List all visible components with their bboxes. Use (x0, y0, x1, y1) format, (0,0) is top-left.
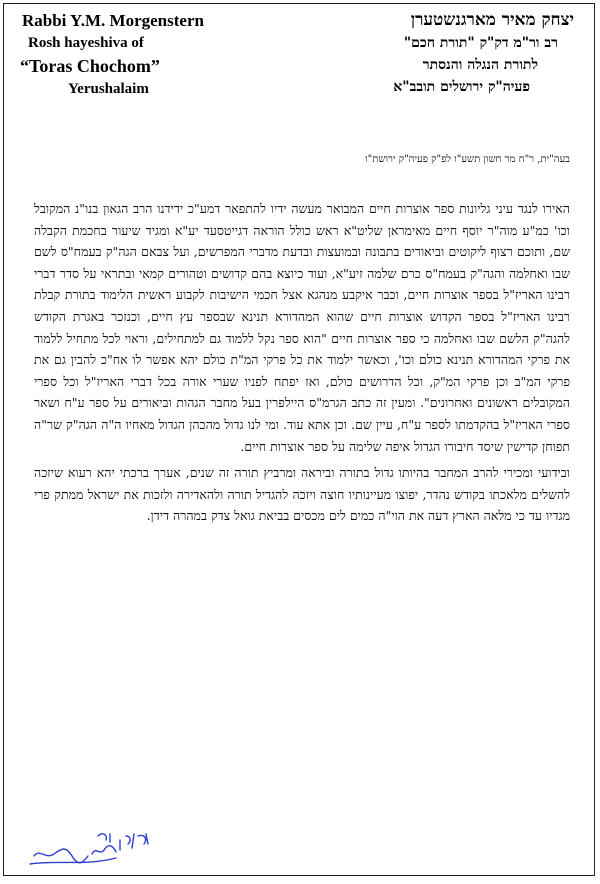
hebrew-subtitle: לתורת הנגלה והנסתר (422, 57, 538, 73)
body-paragraph: ובידועי ומכירי להרב המחבר בהיותו גדול בתורה וביראה ומרביץ תורה זה שנים, אערך ברכתי יהא רעוא שיזכה להשלים מלאכתו בקודש נהדר, יפוצו מעיינותיו חוצה ויזכה להגדיל תורה ולהאדירה ולזכות את ישראל ממתק פרי מגדיו עד כי מלאה הארץ דעה את הוי"ה כמים לים מכסים בביאת גואל צדק במהרה דידן. (34, 465, 570, 524)
letter-page (3, 3, 595, 876)
date-line: בעה"ית, ר"ח מר חשון תשע"ו לפ"ק פעיה"ק ירושת"ו (365, 154, 570, 165)
letter-body (34, 198, 570, 532)
hebrew-city: פעיה"ק ירושלים תובב"א (393, 79, 530, 95)
english-role: Rosh hayeshiva of (28, 35, 144, 51)
english-name: Rabbi Y.M. Morgenstern (22, 11, 204, 30)
hebrew-role: רב ור"מ דק"ק "תורת חכם" (403, 35, 558, 51)
english-city: Yerushalaim (68, 81, 149, 97)
handwritten-signature (26, 826, 156, 870)
letterhead-english (14, 10, 244, 100)
body-paragraph: האירו לנגד עיני גליונות ספר אוצרות חיים המבואר מעשה ידיו להתפאר דמע"כ ידידנו הרב הגאון בנו"נ המקובל וכו' כמ"ע מוה"ר יוסף חיים מאימראן שליט"א ראש כולל הוראה דגייטסעד יע"א ומגיד שיעור בחכמת הקבלה שם, ותוכם רצוף ליקוטים וביאורים בתבונה ובמועצות ובדעת מדברי המפרשים, ועל צבאם הגה"ק בעמח"ס לשם שבו ואחלמה והגה"ק בעמח"ס כרם שלמה זיע"א, ועוד כיוצא בהם קדושים וטהורים קמאי ובתראי על סדר דברי רבינו האריז"ל בספר אוצרות חיים, וכבר איקבע מנהגא אצל חכמי הישיבות לקבוע ראשית הלימוד בתורת קבלת רבינו האריז"ל בספר הקדוש אוצרות חיים שהוא המהדורא תנינא שבספר עץ חיים, וכנזכר באגרת הקודש להגה"ק הלשם שבו ואחלמה כי ספר אוצרות חיים "הוא ספר נקל ללמוד גם למתחילים, וראוי לכל מתחיל ללמוד את פרקי המהדורא תנינא כולם וכו', וכאשר ילמוד את כל פרקי המ"ת כולם יהא אפשר לו אח"כ להבין גם את פרקי המ"ב וכן פרקי המ"ק, וכל הדרושים כולם, ואז יפתח לפניו שערי אורה בכל דברי האריז"ל וכל ספרי המקובלים ראשונים ואחרונים". ומעין זה כתב הגרמ"ס היילפרין בעל מחבר הגהות וביאורים על ספר ע"ח ושאר ספרי האריז"ל בהקדמתו לספר ע"ח, עיין שם. וכן אתא עוד. ומי לנו גדול מהכהן הגדול מאחיו ה"ה הגה"ק שר"ה תפוחן קדישין שיסד חיבורו הגדול איפה שלימה על ספר אוצרות חיים. (34, 201, 570, 454)
hebrew-name: יצחק מאיר מארגנשטערן (410, 10, 574, 30)
letterhead-hebrew (308, 8, 578, 98)
english-institution: “Toras Chochom” (20, 56, 160, 76)
letterhead (4, 4, 594, 116)
